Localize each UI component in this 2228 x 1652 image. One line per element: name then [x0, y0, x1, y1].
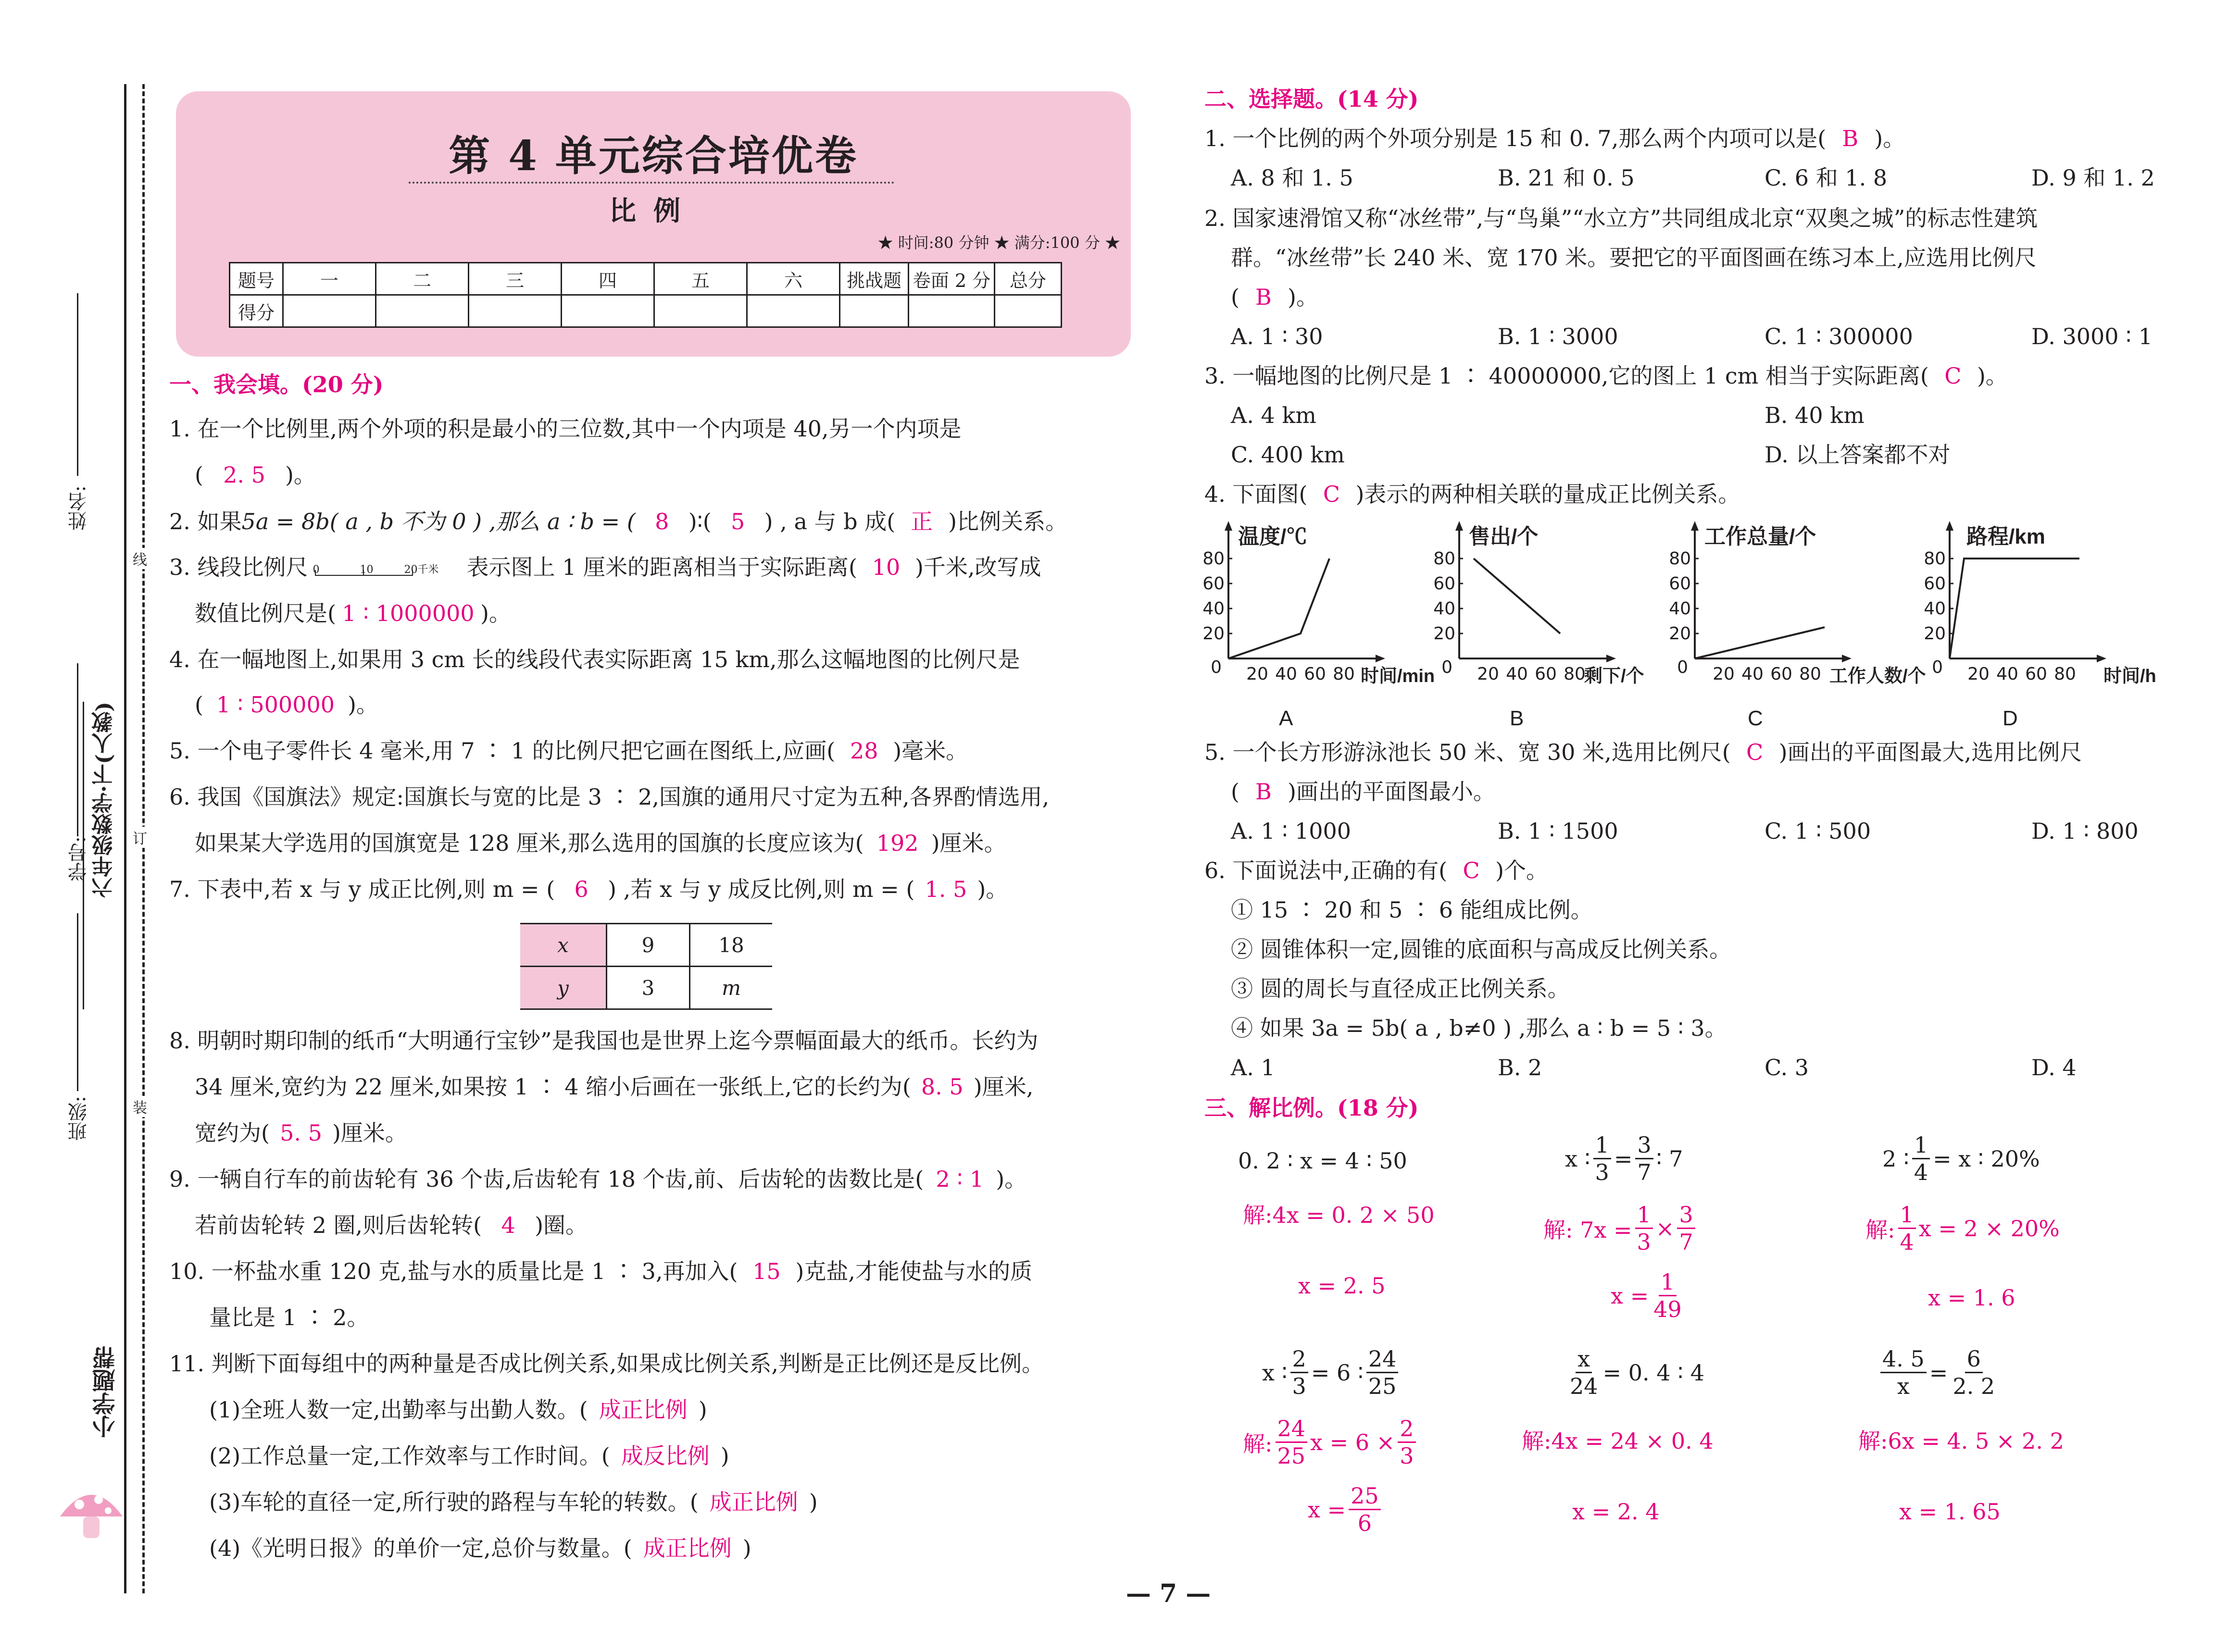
mc6-option: A. 1: [1231, 1055, 1275, 1081]
binding-char-bind: 装: [133, 1096, 147, 1117]
q6-line2: 如果某大学选用的国旗宽是 128 厘米,那么选用的国旗的长度应该为( 192 )厘米。: [195, 829, 1006, 857]
score-cell[interactable]: [562, 295, 654, 327]
p4-equation: x ∶ $\frac{2}{3}$ = 6 ∶ 24 25: [1262, 1346, 1401, 1399]
x-tick-label: 60: [1535, 664, 1557, 684]
score-cell: 五: [654, 263, 747, 295]
x-tick-label: 80: [1333, 664, 1355, 684]
binding-char-staple: 订: [133, 827, 147, 848]
chart-b-letter: B: [1510, 707, 1524, 730]
q7-line: 7. 下表中,若 x 与 y 成正比例,则 m = ( 6 ) ,若 x 与 y 成反比例,则 m = ( 1. 5 )。: [169, 875, 1008, 904]
q3-line2: 数值比例尺是( 1 ∶ 1000000 )。: [195, 599, 511, 628]
mc6-statement: ② 圆锥体积一定,圆锥的底面积与高成反比例关系。: [1231, 936, 1732, 962]
q3-line1: 3. 线段比例尺 0 10 20千米 表示图上 1 厘米的距离相当于实际距离( 10 )千米,改写成: [169, 553, 1041, 582]
p2-step2: x = $\frac{1}{49}$: [1611, 1269, 1682, 1322]
score-cell: 总分: [995, 263, 1062, 295]
class-underline: [77, 913, 78, 1091]
q11-item: (2)工作总量一定,工作效率与工作时间。( 成反比例 ): [209, 1441, 729, 1470]
q2-answer-b[interactable]: 5: [731, 509, 745, 534]
p3-step2: x = 1. 6: [1928, 1285, 2015, 1311]
chart-a-xlabel: 时间/min: [1361, 666, 1435, 686]
mc3-line: 3. 一幅地图的比例尺是 1 ∶ 40000000,它的图上 1 cm 相当于实际距离( C )。: [1204, 361, 2008, 390]
score-cell[interactable]: [995, 295, 1062, 327]
origin-label: 0: [1211, 658, 1222, 677]
name-underline: [77, 293, 78, 476]
x-tick-label: 80: [1564, 664, 1586, 684]
mc5-answer-a[interactable]: C: [1746, 739, 1764, 765]
mc1-option: B. 21 和 0. 5: [1498, 165, 1635, 191]
mc4-answer[interactable]: C: [1323, 481, 1340, 507]
y-tick-label: 60: [1433, 574, 1455, 594]
q11-item: (3)车轮的直径一定,所行驶的路程与车轮的转数。( 成正比例 ): [209, 1488, 818, 1516]
mc5-answer-b[interactable]: B: [1255, 779, 1272, 805]
xy-cell: 3: [607, 967, 690, 1009]
score-cell: 一: [283, 263, 376, 295]
chart-d-y-arrow: [1946, 521, 1953, 531]
chart-a-series: [1228, 559, 1329, 658]
chart-a-y-arrow: [1225, 521, 1232, 531]
binding-char-line: 线: [133, 548, 147, 569]
mc6-answer[interactable]: C: [1463, 857, 1480, 883]
chart-b-ylabel: 售出/个: [1469, 525, 1539, 548]
y-tick-label: 20: [1202, 624, 1225, 644]
p6-equation: $\frac{4. 5}{x}$ = $\frac{6}{2. 2}$: [1878, 1346, 2000, 1399]
p5-step2: x = 2. 4: [1572, 1499, 1660, 1525]
binding-line-solid: [124, 84, 126, 1593]
q4-line1: 4. 在一幅地图上,如果用 3 cm 长的线段代表实际距离 15 km,那么这幅地图的比例尺是: [169, 646, 1020, 672]
q9-answer-a[interactable]: 2 ∶ 1: [936, 1166, 984, 1192]
page-number: — 7 —: [1126, 1579, 1211, 1608]
y-tick-label: 20: [1433, 624, 1455, 644]
mc1-option: A. 8 和 1. 5: [1231, 165, 1353, 191]
p3-equation: 2 ∶ $\frac{1}{4}$ = x ∶ 20%: [1882, 1132, 2040, 1185]
mc5-option: A. 1 ∶ 1000: [1231, 818, 1352, 844]
p4-step2: x = $\frac{25}{6}$: [1308, 1483, 1384, 1536]
mc3-option: C. 400 km: [1231, 442, 1345, 468]
p6-step2: x = 1. 65: [1899, 1499, 2001, 1525]
mc5-option: C. 1 ∶ 500: [1765, 818, 1871, 844]
score-cell[interactable]: [909, 295, 995, 327]
score-cell[interactable]: [469, 295, 562, 327]
mc6-line: 6. 下面说法中,正确的有( C )个。: [1204, 856, 1548, 885]
mc2-option: D. 3000 ∶ 1: [2031, 323, 2153, 349]
mc5-line1: 5. 一个长方形游泳池长 50 米、宽 30 米,选用比例尺( C )画出的平面图最大,选用比例尺: [1204, 738, 2082, 767]
q3-answer-b[interactable]: 1 ∶ 1000000: [342, 600, 475, 626]
y-tick-label: 40: [1433, 599, 1455, 619]
q8-line1: 8. 明朝时期印制的纸币“大明通行宝钞”是我国也是世界上迄今票幅面最大的纸币。长约为: [169, 1028, 1039, 1054]
q2-line: 2. 如果5a = 8b( a , b 不为 0 ) ,那么 a ∶ b = ( 8 )∶( 5 ) , a 与 b 成( 正 )比例关系。: [169, 507, 1067, 536]
p2-step1: 解: 7x = $\frac{1}{3}$ × $\frac{3}{7}$: [1543, 1202, 1698, 1255]
chart-d-ylabel: 路程/km: [1966, 525, 2045, 548]
score-cell: 二: [376, 263, 469, 295]
score-table: [229, 262, 1062, 328]
x-tick-label: 40: [1506, 664, 1528, 684]
y-tick-label: 40: [1924, 599, 1946, 619]
score-cell: 卷面 2 分: [909, 263, 995, 295]
score-cell[interactable]: [840, 295, 909, 327]
p2-equation: x ∶ $\frac{1}{3}$ = $\frac{3}{7}$ ∶ 7: [1565, 1132, 1683, 1185]
x-tick-label: 20: [1477, 664, 1499, 684]
grade-rule: [83, 702, 84, 1009]
q10-line1: 10. 一杯盐水重 120 克,盐与水的质量比是 1 ∶ 3,再加入( 15 )克盐,才能使盐与水的质: [169, 1257, 1032, 1286]
page-title: 第 4 单元综合培优卷: [449, 132, 858, 180]
y-tick-label: 60: [1924, 574, 1946, 594]
title-divider: [409, 182, 894, 184]
xy-row-y: [520, 967, 772, 1009]
mc6-option: C. 3: [1765, 1055, 1809, 1081]
mc1-line: 1. 一个比例的两个外项分别是 15 和 0. 7,那么两个内项可以是( B )。: [1204, 124, 1905, 153]
q2-answer-a[interactable]: 8: [655, 509, 669, 534]
section3-title: 三、解比例。(18 分): [1204, 1095, 1419, 1121]
name-label: 姓名:: [68, 485, 90, 531]
mushroom-logo-icon: [55, 1478, 127, 1540]
q5-answer[interactable]: 28: [850, 738, 878, 764]
chart-a-letter: A: [1279, 707, 1293, 730]
q9-line1: 9. 一辆自行车的前齿轮有 36 个齿,后齿轮有 18 个齿,前、后齿轮的齿数比是( 2 ∶ 1 )。: [169, 1165, 1026, 1193]
mc4-line: 4. 下面图( C )表示的两种相关联的量成正比例关系。: [1204, 480, 1740, 509]
mc2-option: B. 1 ∶ 3000: [1498, 323, 1618, 349]
chart-c-y-arrow: [1691, 521, 1699, 531]
score-cell: 得分: [230, 295, 283, 327]
score-cell: 四: [562, 263, 654, 295]
mc6-option: B. 2: [1498, 1055, 1542, 1081]
class-label: 班级:: [68, 1096, 90, 1141]
score-cell: 六: [747, 263, 840, 295]
student-no-underline: [77, 663, 78, 836]
chart-c-xlabel: 工作人数/个: [1829, 666, 1926, 686]
score-cell[interactable]: [376, 295, 469, 327]
section2-title: 二、选择题。(14 分): [1204, 86, 1419, 112]
chart-a-ylabel: 温度/℃: [1238, 525, 1308, 548]
origin-label: 0: [1441, 658, 1452, 677]
section1-title: 一、我会填。(20 分): [169, 372, 384, 397]
score-cell: 挑战题: [840, 263, 909, 295]
x-tick-label: 20: [1713, 664, 1735, 684]
p4-step1: 解: 24 25 x = 6 × $\frac{2}{3}$: [1243, 1416, 1419, 1469]
chart-c-ylabel: 工作总量/个: [1704, 525, 1816, 548]
xy-cell: 9: [607, 924, 690, 967]
chart-d-xlabel: 时间/h: [2103, 666, 2156, 686]
chart-d-series: [1950, 559, 2079, 658]
mc2-line2: 群。“冰丝带”长 240 米、宽 170 米。要把它的平面图画在练习本上,应选用比例尺: [1231, 245, 2037, 271]
page-subtitle: 比例: [609, 195, 698, 227]
mc5-option: D. 1 ∶ 800: [2031, 818, 2139, 844]
q10-answer[interactable]: 15: [752, 1258, 781, 1284]
q8-line2: 34 厘米,宽约为 22 厘米,如果按 1 ∶ 4 缩小后画在一张纸上,它的长约为( 8. 5 )厘米,: [195, 1072, 1033, 1101]
xy-cell: m: [690, 967, 773, 1009]
y-tick-label: 80: [1924, 549, 1946, 569]
x-tick-label: 60: [1304, 664, 1326, 684]
xy-row-x: [520, 924, 772, 967]
q11-answer[interactable]: 成正比例: [643, 1535, 732, 1561]
q11-item: (4)《光明日报》的单价一定,总价与数量。( 成正比例 ): [209, 1534, 751, 1563]
score-cell[interactable]: [747, 295, 840, 327]
mc6-statement: ④ 如果 3a = 5b( a , b≠0 ) ,那么 a ∶ b = 5 ∶ 3。: [1231, 1015, 1727, 1041]
q11-answer[interactable]: 成正比例: [599, 1397, 688, 1423]
mc6-statement: ① 15 ∶ 20 和 5 ∶ 6 能组成比例。: [1231, 897, 1593, 923]
score-cell: 题号: [230, 263, 283, 295]
y-tick-label: 60: [1669, 574, 1691, 594]
q4-line2: ( 1 ∶ 500000 )。: [195, 690, 378, 719]
origin-label: 0: [1677, 658, 1688, 677]
y-tick-label: 40: [1202, 599, 1225, 619]
x-tick-label: 20: [1967, 664, 1990, 684]
y-tick-label: 20: [1669, 624, 1691, 644]
exam-meta: ★ 时间:80 分钟 ★ 满分:100 分 ★: [877, 234, 1120, 252]
mc3-option: B. 40 km: [1765, 402, 1865, 428]
q11-answer[interactable]: 成正比例: [709, 1489, 798, 1515]
score-cell[interactable]: [283, 295, 376, 327]
mc5-line2: ( B )画出的平面图最小。: [1231, 777, 1495, 806]
p1-equation: 0. 2 ∶ x = 4 ∶ 50: [1238, 1148, 1407, 1174]
mc3-answer[interactable]: C: [1944, 363, 1962, 389]
student-no-label: 学号:: [68, 836, 90, 882]
q4-answer[interactable]: 1 ∶ 500000: [216, 692, 335, 718]
chart-c-letter: C: [1748, 707, 1763, 730]
q3-answer-a[interactable]: 10: [872, 554, 901, 580]
q6-line1: 6. 我国《国旗法》规定:国旗长与宽的比是 3 ∶ 2,国旗的通用尺寸定为五种,各界酌情选用,: [169, 784, 1050, 810]
q6-answer[interactable]: 192: [876, 830, 919, 856]
q1-line1: 1. 在一个比例里,两个外项的积是最小的三位数,其中一个内项是 40,另一个内项是: [169, 416, 962, 442]
mc3-option: D. 以上答案都不对: [1765, 442, 1951, 468]
y-tick-label: 80: [1433, 549, 1455, 569]
line-scale-bar: 0 10 20千米: [313, 564, 439, 576]
p3-step1: 解: 1 4 x = 2 × 20%: [1865, 1202, 2060, 1255]
p5-equation: $\frac{x}{24}$ = 0. 4 ∶ 4: [1570, 1346, 1704, 1399]
x-tick-label: 20: [1246, 664, 1268, 684]
xy-cell: 18: [690, 924, 773, 967]
x-tick-label: 80: [2054, 664, 2076, 684]
mc2-option: A. 1 ∶ 30: [1231, 323, 1323, 349]
q11-line: 11. 判断下面每组中的两种量是否成比例关系,如果成比例关系,判断是正比例还是反比例。: [169, 1351, 1044, 1377]
xy-cell: y: [520, 967, 607, 1009]
mc2-option: C. 1 ∶ 300000: [1765, 323, 1913, 349]
x-tick-label: 40: [1996, 664, 2018, 684]
q8-answer-a[interactable]: 8. 5: [921, 1074, 964, 1100]
xy-cell: x: [520, 924, 607, 967]
chart-d-letter: D: [2003, 707, 2018, 730]
chart-b-series: [1474, 559, 1560, 633]
chart-b-xlabel: 剩下/个: [1584, 666, 1644, 686]
q8-line3: 宽约为( 5. 5 )厘米。: [195, 1118, 407, 1147]
y-tick-label: 20: [1924, 624, 1946, 644]
x-tick-label: 40: [1275, 664, 1297, 684]
mc2-line3: ( B )。: [1231, 283, 1318, 311]
p6-step1: 解:6x = 4. 5 × 2. 2: [1858, 1428, 2064, 1454]
p5-step1: 解:4x = 24 × 0. 4: [1522, 1428, 1714, 1454]
mc5-option: B. 1 ∶ 1500: [1498, 818, 1618, 844]
mc1-option: C. 6 和 1. 8: [1765, 165, 1888, 191]
q9-line2: 若前齿轮转 2 圈,则后齿轮转( 4 )圈。: [195, 1211, 588, 1240]
mc1-answer[interactable]: B: [1842, 125, 1859, 151]
q8-answer-b[interactable]: 5. 5: [280, 1120, 322, 1146]
q7-answer-a[interactable]: 6: [574, 876, 588, 902]
mc3-option: A. 4 km: [1231, 402, 1316, 428]
score-header-row: [230, 263, 1062, 295]
mc1-option: D. 9 和 1. 2: [2031, 165, 2155, 191]
q5-line: 5. 一个电子零件长 4 毫米,用 7 ∶ 1 的比例尺把它画在图纸上,应画( 28 )毫米。: [169, 736, 968, 765]
q7-answer-b[interactable]: 1. 5: [925, 876, 967, 902]
q10-line2: 量比是 1 ∶ 2。: [209, 1304, 369, 1330]
p1-step2: x = 2. 5: [1298, 1273, 1386, 1299]
y-tick-label: 40: [1669, 599, 1691, 619]
brand-label: 小学题帮: [92, 1346, 119, 1438]
xy-table: [520, 923, 772, 1010]
q9-answer-b[interactable]: 4: [501, 1212, 515, 1238]
q11-item: (1)全班人数一定,出勤率与出勤人数。( 成正比例 ): [209, 1395, 707, 1424]
score-value-row: [230, 295, 1062, 327]
mc6-option: D. 4: [2031, 1055, 2077, 1081]
q2-answer-c[interactable]: 正: [911, 509, 933, 534]
x-tick-label: 60: [2025, 664, 2047, 684]
origin-label: 0: [1932, 658, 1943, 677]
score-cell[interactable]: [654, 295, 747, 327]
y-tick-label: 80: [1202, 549, 1225, 569]
q1-answer[interactable]: 2. 5: [223, 462, 265, 488]
q11-answer[interactable]: 成反比例: [621, 1443, 710, 1469]
y-tick-label: 60: [1202, 574, 1225, 594]
x-tick-label: 40: [1741, 664, 1764, 684]
y-tick-label: 80: [1669, 549, 1691, 569]
grade-label: 六年级数学·下(人教): [92, 702, 116, 898]
mc6-statement: ③ 圆的周长与直径成正比例关系。: [1231, 976, 1570, 1002]
p1-step1: 解:4x = 0. 2 × 50: [1243, 1202, 1435, 1228]
q1-line2: ( 2. 5 )。: [195, 460, 316, 489]
chart-b-y-arrow: [1455, 521, 1463, 531]
x-tick-label: 80: [1799, 664, 1821, 684]
mc2-answer[interactable]: B: [1255, 284, 1272, 310]
x-tick-label: 60: [1770, 664, 1792, 684]
score-cell: 三: [469, 263, 562, 295]
mc2-line1: 2. 国家速滑馆又称“冰丝带”,与“鸟巢”“水立方”共同组成北京“双奥之城”的标志性建筑: [1204, 205, 2038, 231]
chart-c-series: [1695, 627, 1825, 658]
